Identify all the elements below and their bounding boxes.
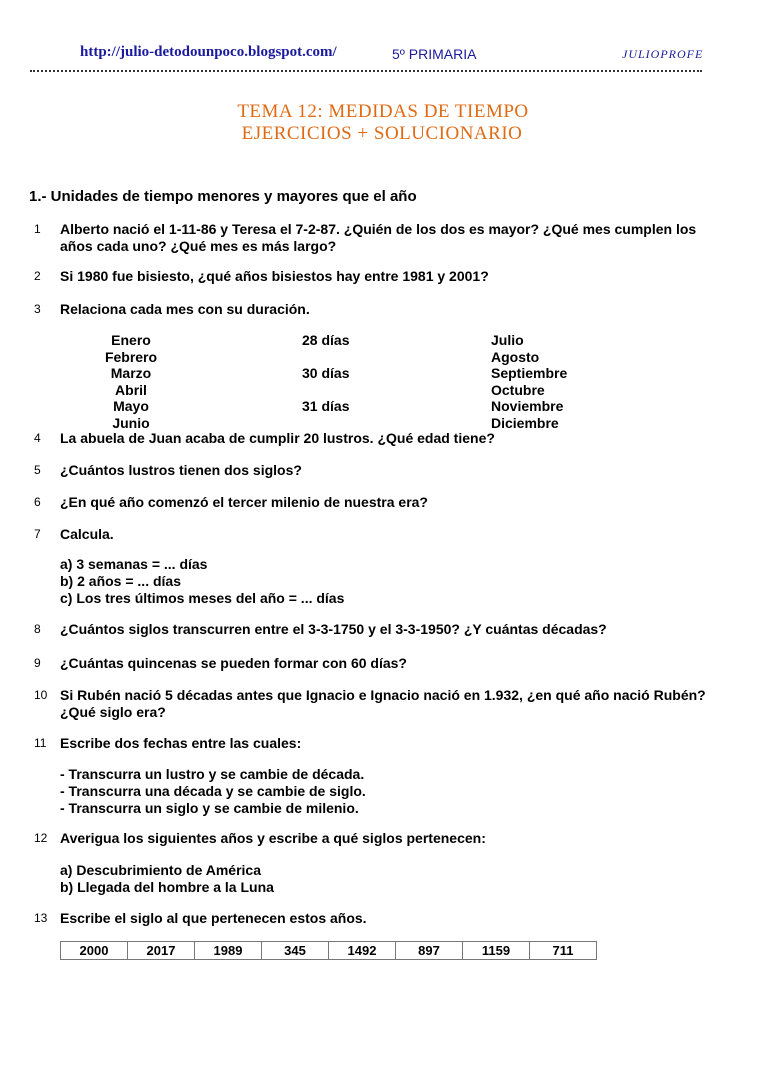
dates-list (60, 766, 366, 817)
page-title: TEMA 12: MEDIDAS DE TIEMPO (237, 101, 529, 122)
question-text: Alberto nació el 1-11-86 y Teresa el 7-2-87. ¿Quién de los dos es mayor? ¿Qué mes cumplen los años cada uno? ¿Qué mes es más largo? (60, 221, 697, 254)
question-text: ¿En qué año comenzó el tercer milenio de nuestra era? (60, 494, 428, 510)
header-divider (30, 70, 702, 72)
duration-item (302, 349, 349, 366)
year-cell: 897 (396, 942, 463, 960)
question-text: Escribe el siglo al que pertenecen estos años. (60, 910, 367, 926)
header-author: JULIOPROFE (622, 47, 704, 61)
question-number: 9 (34, 656, 41, 670)
month-item: Agosto (491, 348, 540, 365)
question-text: ¿Cuántas quincenas se pueden formar con 60 días? (60, 655, 407, 671)
question-number: 1 (34, 222, 41, 236)
table-row (61, 942, 597, 960)
question-text: Calcula. (60, 526, 114, 542)
list-item: a) Descubrimiento de América (60, 862, 261, 878)
question-number: 5 (34, 463, 41, 477)
question-number: 4 (34, 431, 41, 445)
question-number: 3 (34, 302, 41, 316)
year-cell: 711 (530, 942, 597, 960)
month-item: Marzo (110, 365, 152, 381)
question-number: 8 (34, 622, 41, 636)
month-item: Noviembre (491, 398, 564, 414)
year-cell: 345 (262, 942, 329, 960)
years-table (60, 941, 597, 960)
list-item: a) 3 semanas = ... días (60, 556, 208, 572)
list-item: - Transcurra un lustro y se cambie de década. (60, 766, 365, 782)
question-text: Si 1980 fue bisiesto, ¿qué años bisiestos hay entre 1981 y 2001? (60, 268, 489, 284)
question-text: La abuela de Juan acaba de cumplir 20 lustros. ¿Qué edad tiene? (60, 430, 495, 446)
months-left-column (96, 332, 166, 431)
question-text: Relaciona cada mes con su duración. (60, 301, 310, 317)
month-item: Junio (112, 414, 150, 431)
month-item: Julio (491, 332, 524, 348)
list-item: - Transcurra una década y se cambie de siglo. (60, 783, 366, 799)
month-item: Diciembre (491, 414, 559, 431)
month-item: Febrero (104, 348, 158, 365)
duration-item: 28 días (302, 332, 350, 348)
year-cell: 2017 (128, 942, 195, 960)
question-number: 13 (34, 911, 48, 925)
calc-list (60, 556, 344, 607)
question-text: ¿Cuántos lustros tienen dos siglos? (60, 462, 302, 478)
month-item: Septiembre (491, 365, 568, 381)
events-list (60, 862, 274, 896)
duration-item (302, 382, 349, 399)
question-number: 7 (34, 527, 41, 541)
question-number: 2 (34, 269, 41, 283)
year-cell: 1159 (463, 942, 530, 960)
month-item: Enero (111, 332, 151, 348)
question-text: Averigua los siguientes años y escribe a qué siglos pertenecen: (60, 830, 486, 846)
month-item: Octubre (491, 381, 545, 398)
year-cell: 1989 (195, 942, 262, 960)
list-item: - Transcurra un siglo y se cambie de milenio. (60, 800, 359, 816)
question-number: 11 (34, 736, 47, 750)
list-item: b) 2 años = ... días (60, 573, 181, 589)
section-heading: 1.- Unidades de tiempo menores y mayores que el año (29, 188, 417, 205)
list-item: c) Los tres últimos meses del año = ... días (60, 590, 345, 606)
year-cell: 1492 (329, 942, 396, 960)
header-url-link[interactable]: http://julio-detodounpoco.blogspot.com/ (80, 44, 337, 60)
duration-item: 31 días (302, 398, 350, 414)
question-number: 12 (34, 831, 48, 845)
months-right-column (491, 332, 567, 431)
duration-item: 30 días (302, 365, 350, 381)
durations-column (302, 332, 349, 415)
question-text: Escribe dos fechas entre las cuales: (60, 735, 302, 751)
year-cell: 2000 (61, 942, 128, 960)
page-subtitle: EJERCICIOS + SOLUCIONARIO (241, 123, 523, 144)
question-number: 10 (34, 688, 48, 702)
question-text: Si Rubén nació 5 décadas antes que Ignacio e Ignacio nació en 1.932, ¿en qué año nació Rubén? ¿Qué siglo era? (60, 687, 706, 720)
list-item: b) Llegada del hombre a la Luna (60, 879, 274, 895)
question-number: 6 (34, 495, 41, 509)
header-grade: 5º PRIMARIA (392, 46, 477, 62)
month-item: Mayo (113, 398, 149, 414)
month-item: Abril (115, 381, 147, 398)
question-text: ¿Cuántos siglos transcurren entre el 3-3-1750 y el 3-3-1950? ¿Y cuántas décadas? (60, 621, 607, 637)
